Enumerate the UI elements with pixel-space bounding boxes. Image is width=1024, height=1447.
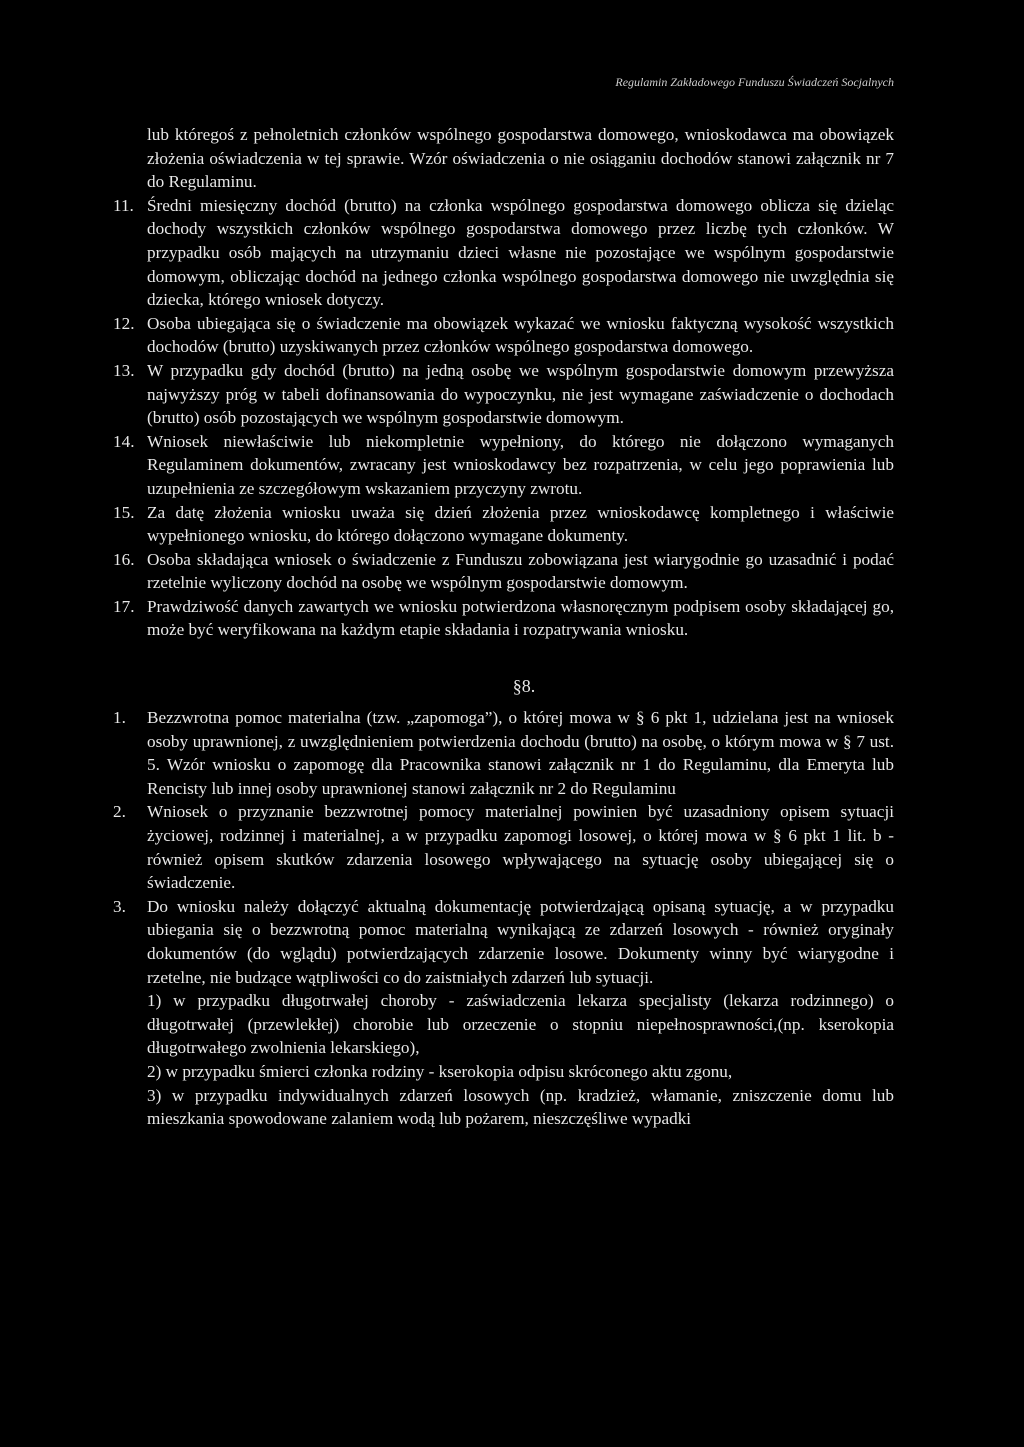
sub-item-3: 3) w przypadku indywidualnych zdarzeń losowych (np. kradzież, włamanie, zniszczenie domu lub mieszkania spowodowane zalaniem wodą lub pożarem, nieszczęśliwe wypadki [147,1085,894,1129]
list-item-number: 14. [113,431,135,451]
list-item-number: 13. [113,360,135,380]
list-item-number: 15. [113,502,135,522]
list-item-14 [0,430,894,501]
list-item-12 [0,312,894,359]
sub-item-2: 2) w przypadku śmierci członka rodziny - kserokopia odpisu skróconego aktu zgonu, [147,1061,733,1081]
list-item-text: Osoba składająca wniosek o świadczenie z Funduszu zobowiązana jest wiarygodnie go uzasadnić i podać rzetelnie wyliczony dochód na osobę we wspólnym gospodarstwie domowym. [147,549,894,593]
section-item-1 [0,706,894,800]
section-heading: §8. [512,676,536,697]
list-item-number: 2. [113,802,126,822]
list-item-11 [0,194,894,312]
list-item-number: 11. [113,195,134,215]
list-item-text: Bezzwrotna pomoc materialna (tzw. „zapomoga”), o której mowa w § 6 pkt 1, udzielana jest na wniosek osoby uprawnionej, z uwzględnieniem potwierdzenia dochodu (brutto) na osobę, o którym mowa w § 7 ust. 5. Wzór wniosku o zapomogę dla Pracownika stanowi załącznik nr 1 do Regulaminu, dla Emeryta lub Rencisty lub innej osoby uprawnionej stanowi załącznik nr 2 do Regulaminu [147,708,894,798]
list-item-text: Osoba ubiegająca się o świadczenie ma obowiązek wykazać we wniosku faktyczną wysokość wszystkich dochodów (brutto) uzyskiwanych przez członków wspólnego gospodarstwa domowego. [147,313,894,357]
list-item-text: Średni miesięczny dochód (brutto) na członka wspólnego gospodarstwa domowego oblicza się dzieląc dochody wszystkich członków wspólnego gospodarstwa domowego przez liczbę tych członków. W przypadku osób mających na utrzymaniu dzieci własne nie pozostające we wspólnym gospodarstwie domowym, obliczając dochód na jednego członka wspólnego gospodarstwa domowego nie uwzględnia się dziecka, którego wniosek dotyczy. [147,195,894,310]
list-item-number: 3. [113,896,126,916]
list-item-13 [0,359,894,430]
running-header: Regulamin Zakładowego Funduszu Świadczeń Socjalnych [615,75,894,89]
list-item-text: Prawdziwość danych zawartych we wniosku potwierdzona własnoręcznym podpisem osoby składającej go, może być weryfikowana na każdym etapie składania i rozpatrywania wniosku. [147,596,894,640]
continuation-paragraph: lub któregoś z pełnoletnich członków wspólnego gospodarstwa domowego, wnioskodawca ma obowiązek złożenia oświadczenia w tej sprawie. Wzór oświadczenia o nie osiąganiu dochodów stanowi załącznik nr 7 do Regulaminu. [147,125,894,192]
sub-item-1: 1) w przypadku długotrwałej choroby - zaświadczenia lekarza specjalisty (lekarza rodzinnego) o długotrwałej (przewlekłej) chorobie lub orzeczenie o stopniu niepełnosprawności,(np. kserokopia długotrwałego zwolnienia lekarskiego), [147,991,894,1058]
section-item-3 [0,895,894,989]
list-item-text: Wniosek o przyznanie bezzwrotnej pomocy materialnej powinien być uzasadniony opisem sytuacji życiowej, rodzinnej i materialnej, a w przypadku zapomogi losowej, o której mowa w § 6 pkt 1 lit. b - również opisem skutków zdarzenia losowego wpływającego na sytuację osoby ubiegającej się o świadczenie. [147,802,894,893]
list-item-number: 1. [113,708,126,728]
list-item-15 [0,501,894,548]
list-item-17 [0,595,894,642]
list-item-text: Do wniosku należy dołączyć aktualną dokumentację potwierdzającą opisaną sytuację, a w przypadku ubiegania się o bezzwrotną pomoc materialną wynikającą ze zdarzeń losowych - również oryginały dokumentów (do wglądu) potwierdzających zdarzenie losowe. Dokumenty winny być wiarygodne i rzetelne, nie budzące wątpliwości co do zaistniałych zdarzeń lub sytuacji. [147,896,894,987]
section-item-2 [0,800,894,894]
list-item-text: Za datę złożenia wniosku uważa się dzień złożenia przez wnioskodawcę kompletnego i właściwie wypełnionego wniosku, do którego dołączono wymagane dokumenty. [147,502,894,546]
list-item-16 [0,548,894,595]
list-item-text: W przypadku gdy dochód (brutto) na jedną osobę we wspólnym gospodarstwie domowym przewyższa najwyższy próg w tabeli dofinansowania do wypoczynku, nie jest wymagane zaświadczenie o dochodach (brutto) osób pozostających we wspólnym gospodarstwie domowym. [147,360,894,428]
list-item-number: 16. [113,549,135,569]
document-body [0,123,1024,1131]
list-item-text: Wniosek niewłaściwie lub niekompletnie wypełniony, do którego nie dołączono wymaganych Regulaminem dokumentów, zwracany jest wnioskodawcy bez rozpatrzenia, w celu jego poprawienia lub uzupełnienia ze szczegółowym wskazaniem przyczyny zwrotu. [147,431,894,498]
list-item-number: 12. [113,313,135,333]
list-item-number: 17. [113,596,135,616]
